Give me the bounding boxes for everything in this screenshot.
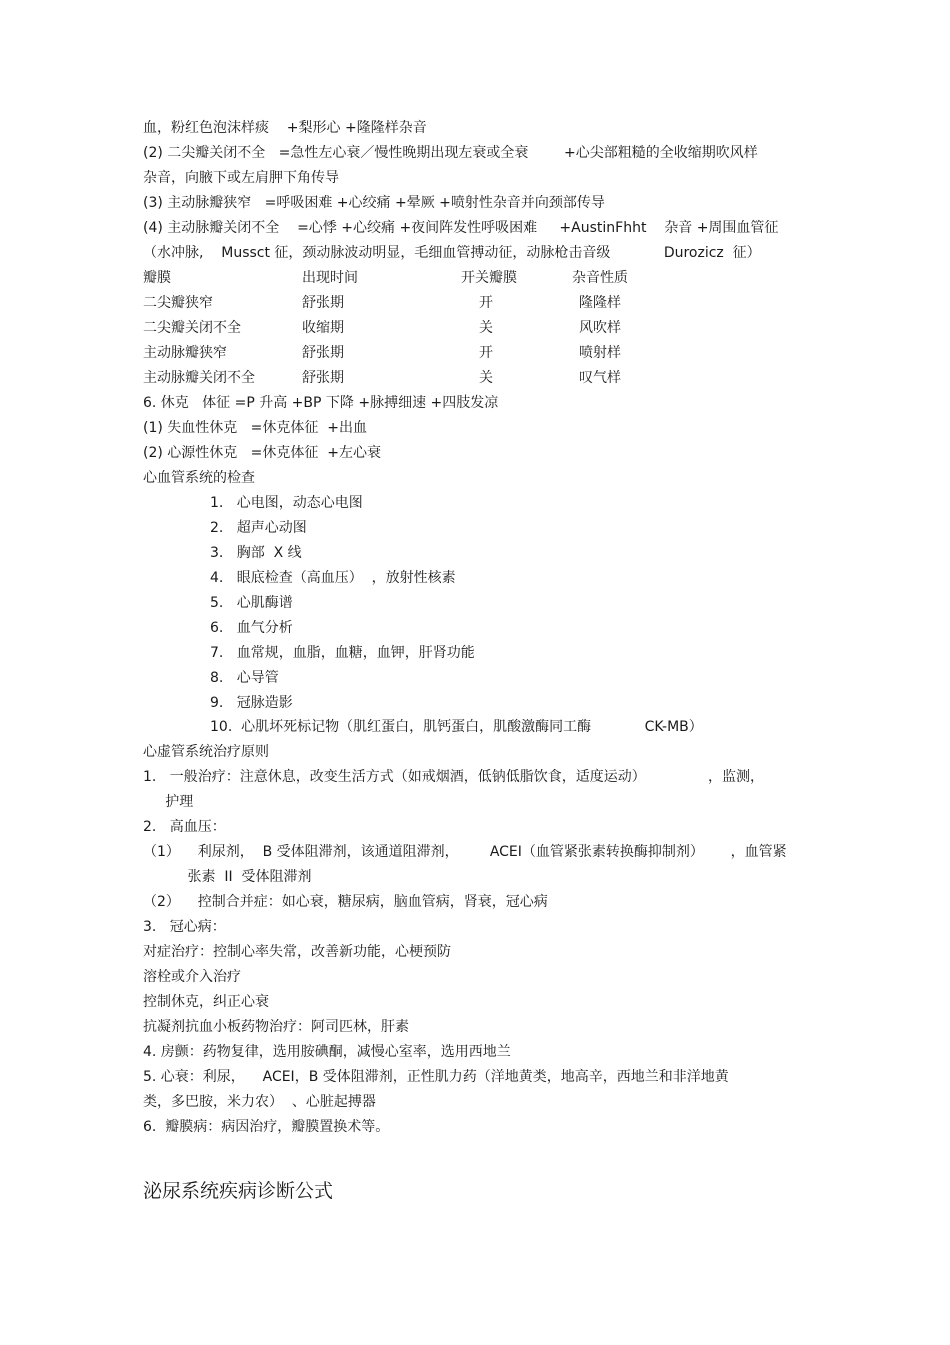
header-cell: 杂音性质 (572, 270, 628, 286)
table-cell: 叹气样 (579, 370, 621, 386)
list-item: 8. 心导管 (210, 670, 279, 686)
text-line: 6. 瓣膜病：病因治疗，瓣膜置换术等。 (143, 1119, 390, 1135)
list-item: 4. 眼底检查（高血压） ，放射性核素 (210, 570, 456, 586)
text-line: 5. 心衰：利尿， ACEI，B 受体阻滞剂，正性肌力药（洋地黄类，地高辛，西地兰和非洋地黄 (143, 1069, 729, 1085)
text-line: 护理 (143, 794, 194, 810)
text-line: （1） 利尿剂， B 受体阻滞剂，该通道阻滞剂， ACEI（血管紧张素转换酶抑制剂） ，血管紧 (143, 844, 787, 860)
table-cell: 开 (479, 345, 493, 361)
list-item: 1. 心电图，动态心电图 (210, 495, 363, 511)
table-cell: 风吹样 (579, 320, 621, 336)
text-line: 1. 一般治疗：注意休息，改变生活方式（如戒烟酒，低钠低脂饮食，适度运动） ，监测， (143, 769, 765, 785)
list-item: 9. 冠脉造影 (210, 695, 293, 711)
table-cell: 关 (479, 370, 493, 386)
section-title: 心虚管系统治疗原则 (143, 744, 269, 760)
table-cell: 二尖瓣关闭不全 (143, 320, 241, 336)
text-line: (1) 失血性休克 =休克体征 +出血 (143, 420, 367, 436)
text-line: (2) 心源性休克 =休克体征 +左心衰 (143, 445, 381, 461)
text-line: 6. 休克 体征 =P 升高 +BP 下降 +脉搏细速 +四肢发凉 (143, 395, 499, 411)
text-line: 3. 冠心病： (143, 919, 226, 935)
list-item: 5. 心肌酶谱 (210, 595, 293, 611)
text-line: (4) 主动脉瓣关闭不全 =心悸 +心绞痛 +夜间阵发性呼吸困难 +AustinFhht 杂音 +周围血管征 (143, 220, 779, 236)
text-line: 张素 II 受体阻滞剂 (143, 869, 312, 885)
text-line: (2) 二尖瓣关闭不全 =急性左心衰／慢性晚期出现左衰或全衰 +心尖部粗糙的全收缩期吹风样 (143, 145, 758, 161)
list-item: 10. 心肌坏死标记物（肌红蛋白，肌钙蛋白，肌酸激酶同工酶 CK-MB） (210, 719, 703, 735)
header-cell: 开关瓣膜 (461, 270, 517, 286)
text-line: (3) 主动脉瓣狭窄 =呼吸困难 +心绞痛 +晕厥 +喷射性杂音并向颈部传导 (143, 195, 605, 211)
table-cell: 主动脉瓣关闭不全 (143, 370, 255, 386)
text-line: 4. 房颤：药物复律，选用胺碘酮，减慢心室率，选用西地兰 (143, 1044, 511, 1060)
list-item: 3. 胸部 X 线 (210, 545, 302, 561)
text-line: 对症治疗：控制心率失常，改善新功能，心梗预防 (143, 944, 451, 960)
section-heading: 泌尿系统疾病诊断公式 (143, 1180, 334, 1202)
text-line: （水冲脉, Mussct 征，颈动脉波动明显，毛细血管搏动征，动脉枪击音级 Durozicz 征） (143, 245, 761, 261)
list-item: 2. 超声心动图 (210, 520, 307, 536)
list-item: 6. 血气分析 (210, 620, 293, 636)
text-line: 抗凝剂抗血小板药物治疗：阿司匹林，肝素 (143, 1019, 409, 1035)
table-cell: 收缩期 (302, 320, 344, 336)
table-cell: 隆隆样 (579, 295, 621, 311)
table-cell: 舒张期 (302, 345, 344, 361)
table-cell: 舒张期 (302, 370, 344, 386)
table-cell: 关 (479, 320, 493, 336)
header-cell: 瓣膜 (143, 270, 171, 286)
table-cell: 二尖瓣狭窄 (143, 295, 213, 311)
text-line: 类，多巴胺，米力农） 、心脏起搏器 (143, 1094, 376, 1110)
text-line: 杂音，向腋下或左肩胛下角传导 (143, 170, 339, 186)
text-line: 溶栓或介入治疗 (143, 969, 241, 985)
list-item: 7. 血常规，血脂，血糖，血钾，肝肾功能 (210, 645, 475, 661)
table-cell: 喷射样 (579, 345, 621, 361)
table-cell: 开 (479, 295, 493, 311)
table-cell: 主动脉瓣狭窄 (143, 345, 227, 361)
header-cell: 出现时间 (302, 270, 358, 286)
table-cell: 舒张期 (302, 295, 344, 311)
text-line: 控制休克，纠正心衰 (143, 994, 269, 1010)
text-line: 血，粉红色泡沫样痰 +梨形心 +隆隆样杂音 (143, 120, 427, 136)
section-title: 心血管系统的检查 (143, 470, 255, 486)
text-line: （2） 控制合并症：如心衰，糖尿病，脑血管病，肾衰，冠心病 (143, 894, 548, 910)
text-line: 2. 高血压： (143, 819, 226, 835)
